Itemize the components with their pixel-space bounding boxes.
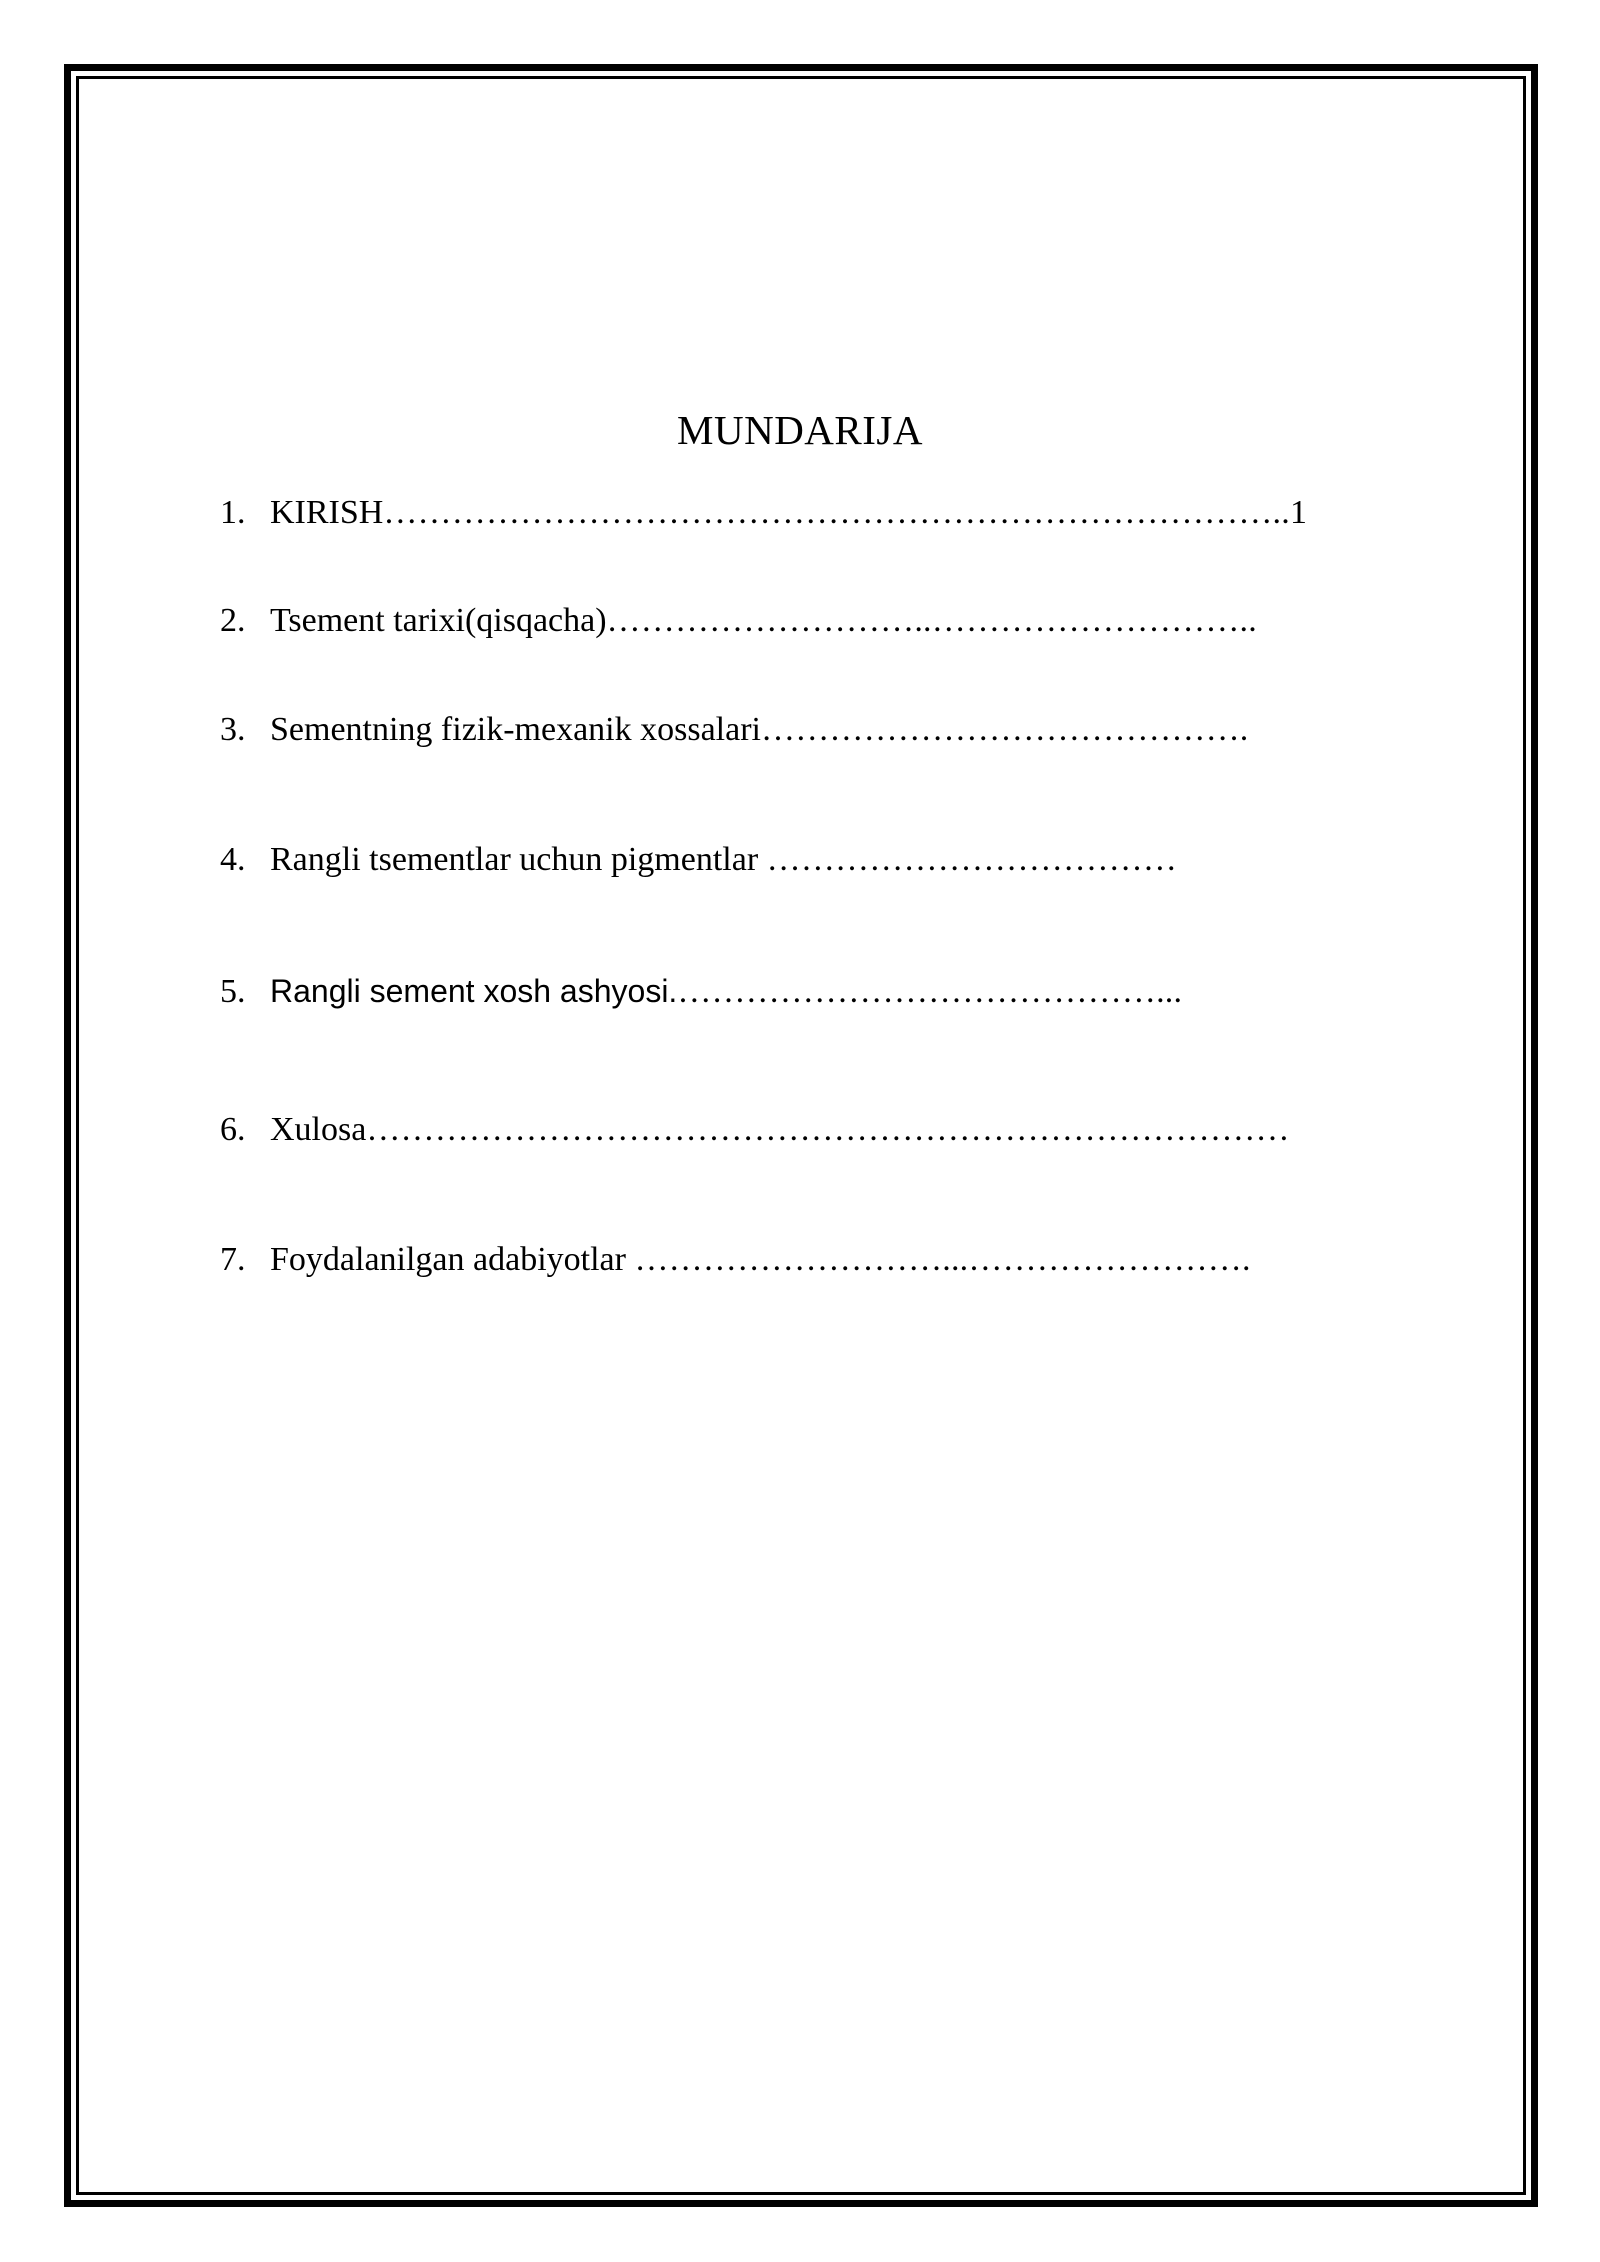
- toc-entry-page: 1: [1289, 494, 1307, 531]
- toc-entry-text: Rangli sement xosh ashyosi.: [270, 973, 678, 1009]
- toc-entry: [220, 604, 1420, 638]
- toc-entry-text: Rangli tsementlar uchun pigmentlar: [270, 841, 767, 878]
- toc-entry-leader: ………………………..………………………..: [606, 602, 1257, 639]
- toc-entry-number: 1.: [220, 494, 246, 531]
- toc-entry-leader: ………………………………………………………………………: [366, 1111, 1290, 1148]
- toc-entry-text: Xulosa: [270, 1111, 367, 1148]
- toc-entry: [220, 975, 1420, 1009]
- toc-entry-number: 2.: [220, 602, 246, 639]
- toc-entry: [220, 496, 1420, 530]
- toc-entry: [220, 713, 1420, 747]
- toc-entry: [220, 1243, 1420, 1277]
- toc-entry-number: 4.: [220, 841, 246, 878]
- toc-entry-text: Foydalanilgan adabiyotlar: [270, 1241, 635, 1278]
- page-title: MUNDARIJA: [677, 407, 923, 453]
- toc-entry-leader: …………………………………….: [761, 711, 1249, 748]
- toc-entry-number: 3.: [220, 711, 246, 748]
- toc-entry-number: 6.: [220, 1111, 246, 1148]
- toc-entry-leader: ………………………………: [766, 841, 1178, 878]
- toc-entry: [220, 1113, 1420, 1147]
- toc-entry-text: Tsement tarixi(qisqacha): [270, 602, 607, 639]
- toc-entry-number: 5.: [220, 973, 246, 1010]
- toc-entry-leader: ……………………………………………………………………..: [383, 494, 1290, 531]
- toc-entry-number: 7.: [220, 1241, 246, 1278]
- toc-entry: [220, 843, 1420, 877]
- toc-entry-leader: ………………………...…………………….: [634, 1241, 1251, 1278]
- toc-entry-text: KIRISH: [270, 494, 384, 531]
- toc-entry-text: Sementning fizik-mexanik xossalari: [270, 711, 761, 748]
- toc-entry-leader: ……………………………………...: [677, 973, 1183, 1010]
